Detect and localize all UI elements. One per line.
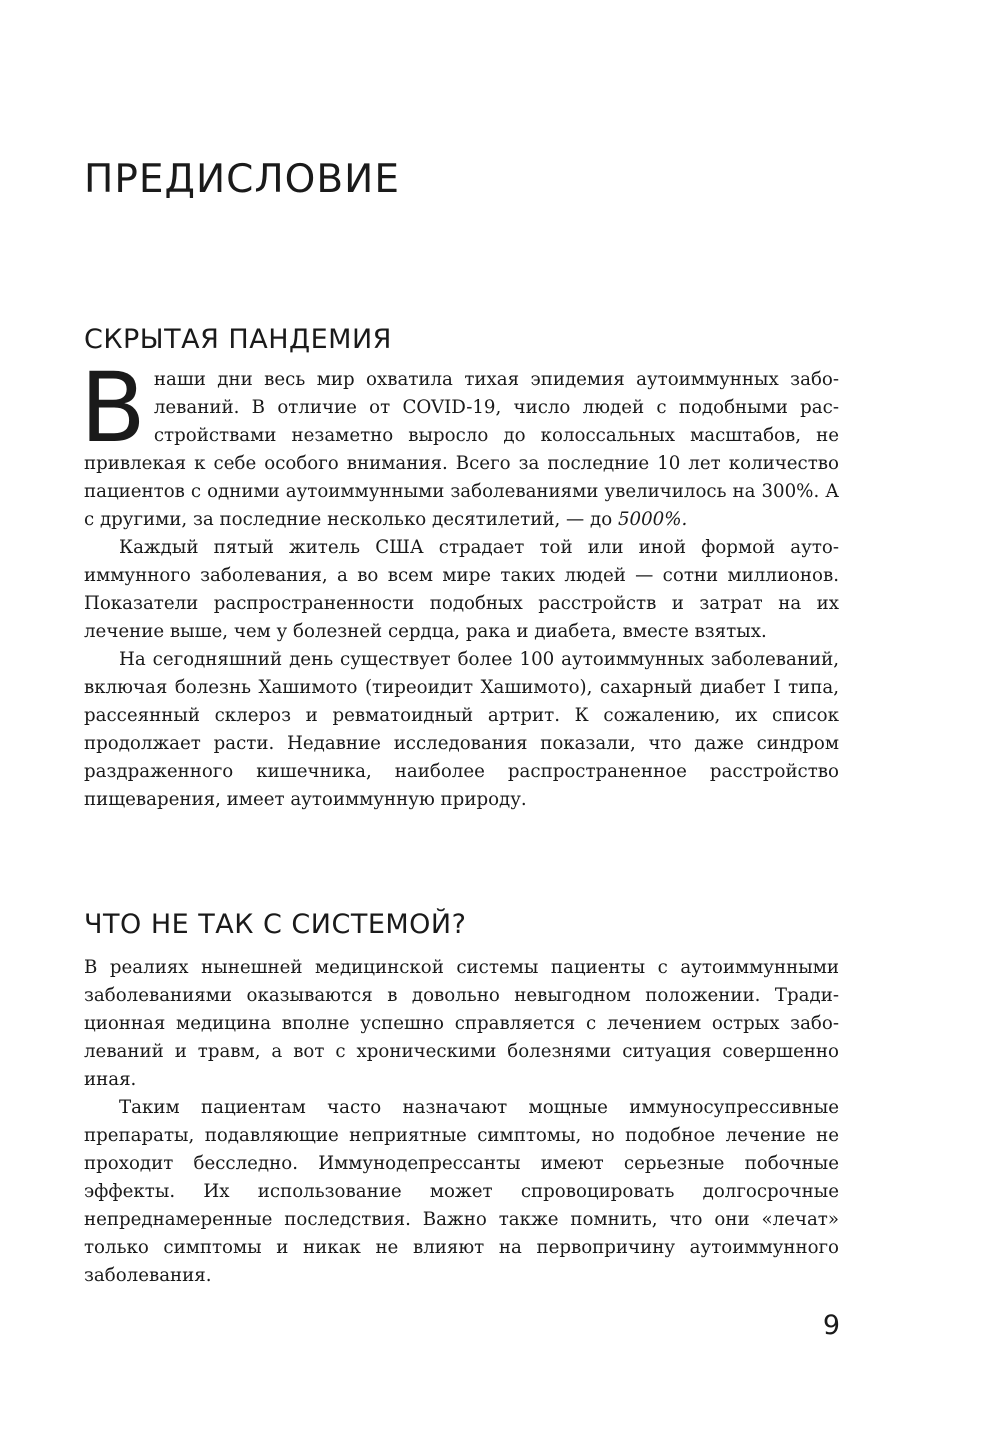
chapter-title: ПРЕДИСЛОВИЕ xyxy=(84,157,400,202)
section-heading: ЧТО НЕ ТАК С СИСТЕМОЙ? xyxy=(84,909,467,940)
page-number: 9 xyxy=(822,1310,840,1341)
section-heading: СКРЫТАЯ ПАНДЕМИЯ xyxy=(84,324,392,355)
body-paragraph: На сегодняшний день существует более 100 аутоиммунных заболеваний, включая болезнь Хашимото (тиреоидит Хашимото), сахарный диабет I типа, рассеянный склероз и ревматоидный артрит. К сожалению, их список продолжает расти. Недавние исследования показали, что даже синдром раздраженного кишечника, наиболее распространенное расстройство пищеварения, имеет аутоиммунную природу. xyxy=(84,649,839,810)
section-system-problem xyxy=(84,905,839,1290)
section-hidden-pandemic xyxy=(80,320,839,814)
body-paragraph: Каждый пятый житель США страдает той или иной формой аутоиммунного заболевания, а во всем мире таких людей — сотни миллионов. Показатели распространенности подобных расстройств и затрат на их лечение выше, чем у болезней сердца, рака и диабета, вместе взятых. xyxy=(84,537,839,642)
body-paragraph: Таким пациентам часто назначают мощные иммуносупрессивные препараты, подавляющие неприятные симптомы, но подобное лечение не проходит бесследно. Иммунодепрессанты имеют серьезные побочные эффекты. Их использование может спровоцировать долгосрочные непреднамеренные последствия. Важно также помнить, что они «лечат» только симптомы и никак не влияют на первопричину аутоиммунного заболевания. xyxy=(84,1097,839,1286)
body-paragraph xyxy=(80,352,839,534)
emphasized-figure: 5000%. xyxy=(617,509,688,530)
body-paragraph: В реалиях нынешней медицинской системы пациенты с аутоиммунными заболеваниями оказываются в довольно невыгодном положении. Традиционная медицина вполне успешно справляется с лечением острых заболеваний и травм, а вот с хроническими болезнями ситуация совершенно иная. xyxy=(84,957,839,1090)
drop-cap: В xyxy=(80,352,146,464)
paragraph-text: наши дни весь мир охватила тихая эпидемия аутоиммунных заболеваний. В отличие от COVID-19, число людей с подобными расстройствами незаметно выросло до колоссальных масштабов, не привлекая к себе особого внимания. Всего за последние 10 лет количество пациентов с одними аутоиммунными заболеваниями увеличилось на 300%. А с другими, за последние несколько десятилетий, — до xyxy=(84,369,839,530)
